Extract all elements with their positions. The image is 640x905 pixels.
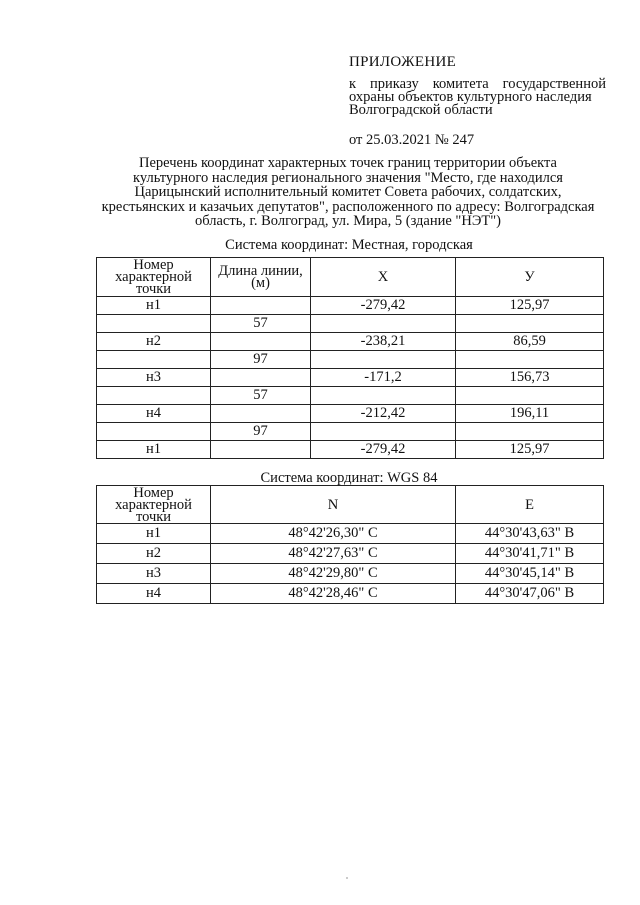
point-cell: н1 — [97, 297, 211, 315]
order-reference — [349, 78, 606, 117]
x-cell — [311, 315, 456, 333]
table-row — [97, 524, 604, 544]
x-cell: -171,2 — [311, 369, 456, 387]
length-cell: 57 — [211, 387, 311, 405]
table-header-row — [97, 486, 604, 524]
y-cell: 196,11 — [456, 405, 604, 423]
point-cell: н1 — [97, 441, 211, 459]
length-cell — [211, 405, 311, 423]
local-system-title: Система координат: Местная, городская — [225, 237, 473, 253]
length-cell — [211, 333, 311, 351]
length-cell — [211, 441, 311, 459]
col-header-x: X — [311, 258, 456, 297]
table-row — [97, 369, 604, 387]
x-cell: -238,21 — [311, 333, 456, 351]
table-row — [97, 584, 604, 604]
order-ref-word: комитета — [432, 76, 489, 92]
order-ref-line-3: Волгоградской области — [349, 102, 493, 118]
table-row — [97, 564, 604, 584]
wgs-system-title: Система координат: WGS 84 — [260, 470, 438, 486]
order-ref-word: приказу — [370, 76, 419, 92]
x-cell: -212,42 — [311, 405, 456, 423]
longitude-cell: 44°30'45,14" В — [456, 564, 604, 584]
length-cell: 97 — [211, 423, 311, 441]
table-row — [97, 333, 604, 351]
y-cell — [456, 387, 604, 405]
appendix-title: ПРИЛОЖЕНИЕ — [349, 54, 457, 70]
y-cell — [456, 351, 604, 369]
point-cell: н2 — [97, 544, 211, 564]
col-header-length: Длина линии, (м) — [211, 258, 311, 297]
x-cell — [311, 387, 456, 405]
table-row — [97, 441, 604, 459]
table-header-row — [97, 258, 604, 297]
point-cell: н3 — [97, 369, 211, 387]
length-cell: 57 — [211, 315, 311, 333]
length-cell — [211, 369, 311, 387]
latitude-cell: 48°42'26,30" С — [211, 524, 456, 544]
document-heading — [80, 156, 616, 229]
col-header-point: Номер характерной точки — [97, 258, 211, 297]
table-row — [97, 544, 604, 564]
wgs-coordinates-table — [96, 485, 604, 604]
point-cell — [97, 315, 211, 333]
latitude-cell: 48°42'29,80" С — [211, 564, 456, 584]
longitude-cell: 44°30'43,63" В — [456, 524, 604, 544]
heading-line: Царицынский исполнительный комитет Совета рабочих, солдатских, — [134, 184, 562, 200]
x-cell: -279,42 — [311, 441, 456, 459]
latitude-cell: 48°42'28,46" С — [211, 584, 456, 604]
point-cell — [97, 387, 211, 405]
col-header-e: E — [456, 486, 604, 524]
heading-line: культурного наследия регионального значения "Место, где находился — [133, 169, 563, 186]
order-ref-word: к — [349, 76, 357, 92]
table-row — [97, 405, 604, 423]
table-row — [97, 351, 604, 369]
scan-speck — [346, 877, 348, 879]
longitude-cell: 44°30'41,71" В — [456, 544, 604, 564]
heading-line: область, г. Волгоград, ул. Мира, 5 (здание "НЭТ") — [194, 213, 501, 229]
col-header-point: Номер характерной точки — [97, 486, 211, 524]
table-row — [97, 387, 604, 405]
point-cell: н4 — [97, 405, 211, 423]
order-date: от 25.03.2021 № 247 — [349, 132, 475, 148]
point-cell: н3 — [97, 564, 211, 584]
y-cell: 86,59 — [456, 333, 604, 351]
point-cell: н1 — [97, 524, 211, 544]
x-cell: -279,42 — [311, 297, 456, 315]
col-header-n: N — [211, 486, 456, 524]
length-cell: 97 — [211, 351, 311, 369]
point-cell: н4 — [97, 584, 211, 604]
y-cell — [456, 423, 604, 441]
point-cell — [97, 423, 211, 441]
longitude-cell: 44°30'47,06" В — [456, 584, 604, 604]
order-ref-line-2: охраны объектов культурного наследия — [349, 89, 592, 105]
latitude-cell: 48°42'27,63" С — [211, 544, 456, 564]
heading-line: крестьянских и казачьих депутатов", расположенного по адресу: Волгоградская — [101, 198, 595, 215]
length-cell — [211, 297, 311, 315]
order-ref-word: государственной — [502, 76, 606, 92]
table-row — [97, 297, 604, 315]
table-row — [97, 423, 604, 441]
point-cell — [97, 351, 211, 369]
heading-line: Перечень координат характерных точек границ территории объекта — [139, 155, 557, 171]
table-row — [97, 315, 604, 333]
y-cell: 125,97 — [456, 441, 604, 459]
point-cell: н2 — [97, 333, 211, 351]
y-cell — [456, 315, 604, 333]
col-header-y: У — [456, 258, 604, 297]
x-cell — [311, 423, 456, 441]
y-cell: 125,97 — [456, 297, 604, 315]
x-cell — [311, 351, 456, 369]
local-coordinates-table — [96, 257, 604, 459]
y-cell: 156,73 — [456, 369, 604, 387]
